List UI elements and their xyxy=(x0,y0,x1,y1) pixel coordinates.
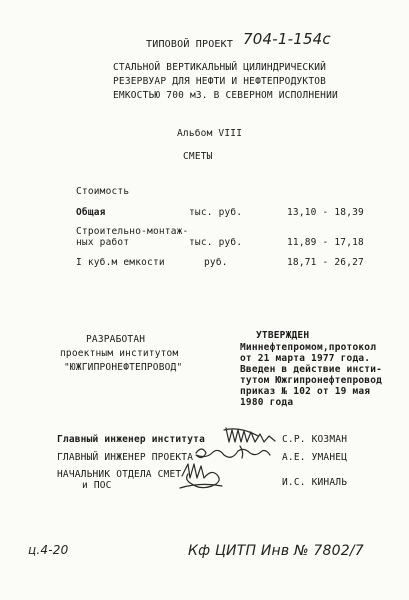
album-label: Альбом VIII xyxy=(177,128,243,139)
signature-role: ГЛАВНЫЙ ИНЖЕНЕР ПРОЕКТА xyxy=(57,452,194,463)
cost-row-label: I куб.м емкости xyxy=(76,257,165,268)
title-line-1: СТАЛЬНОЙ ВЕРТИКАЛЬНЫЙ ЦИЛИНДРИЧЕСКИЙ xyxy=(113,62,327,73)
approved-heading: УТВЕРЖДЕН xyxy=(256,330,310,341)
cost-heading: Стоимость xyxy=(76,186,130,197)
approved-line: от 21 марта 1977 года. xyxy=(240,353,371,364)
title-line-2: РЕЗЕРВУАР ДЛЯ НЕФТИ И НЕФТЕПРОДУКТОВ xyxy=(113,76,327,87)
developed-line-2: "ЮЖГИПРОНЕФТЕПРОВОД" xyxy=(64,362,183,373)
project-number: 704-1-154с xyxy=(243,30,331,48)
approved-line: приказ № 102 от 19 мая xyxy=(240,386,371,397)
signature-role: Главный инженер института xyxy=(57,434,205,445)
signature-role: НАЧАЛЬНИК ОТДЕЛА СМЕТ xyxy=(57,469,182,480)
developed-line-1: проектным институтом xyxy=(60,348,179,359)
signature-name: С.Р. КОЗМАН xyxy=(282,434,348,445)
signature-role-cont: и ПОС xyxy=(82,480,112,491)
cost-row-value: 13,10 - 18,39 xyxy=(287,207,364,218)
project-label: ТИПОВОЙ ПРОЕКТ xyxy=(146,39,234,50)
footer-inventory-note: Кф ЦИТП Инв № 7802/7 xyxy=(188,543,364,559)
developed-heading: РАЗРАБОТАН xyxy=(86,334,146,345)
cost-row-value: 18,71 - 26,27 xyxy=(287,257,364,268)
title-line-3: ЕМКОСТЬЮ 700 м3. В СЕВЕРНОМ ИСПОЛНЕНИИ xyxy=(113,90,338,101)
approved-line: 1980 года xyxy=(240,397,294,408)
cost-row-label: Общая xyxy=(76,207,106,218)
signature-name: А.Е. УМАНЕЦ xyxy=(282,452,348,463)
approved-line: Миннефтепромом,протокол xyxy=(240,342,377,353)
approved-line: тутом Южгипронефтепровод xyxy=(240,375,383,386)
cost-row-unit: тыс. руб. xyxy=(189,207,243,218)
cost-row-unit: руб. xyxy=(204,257,228,268)
signature-name: И.С. КИНАЛЬ xyxy=(282,477,348,488)
estimates-title: СМЕТЫ xyxy=(183,151,213,162)
approved-line: Введен в действие инсти- xyxy=(240,364,383,375)
cost-row-label: Строительно-монтаж- xyxy=(76,226,189,237)
cost-row-unit: тыс. руб. xyxy=(189,237,243,248)
cost-row-label-cont: ных работ xyxy=(76,237,130,248)
footer-left-note: ц.4-20 xyxy=(28,543,69,557)
cost-row-value: 11,89 - 17,18 xyxy=(287,237,364,248)
